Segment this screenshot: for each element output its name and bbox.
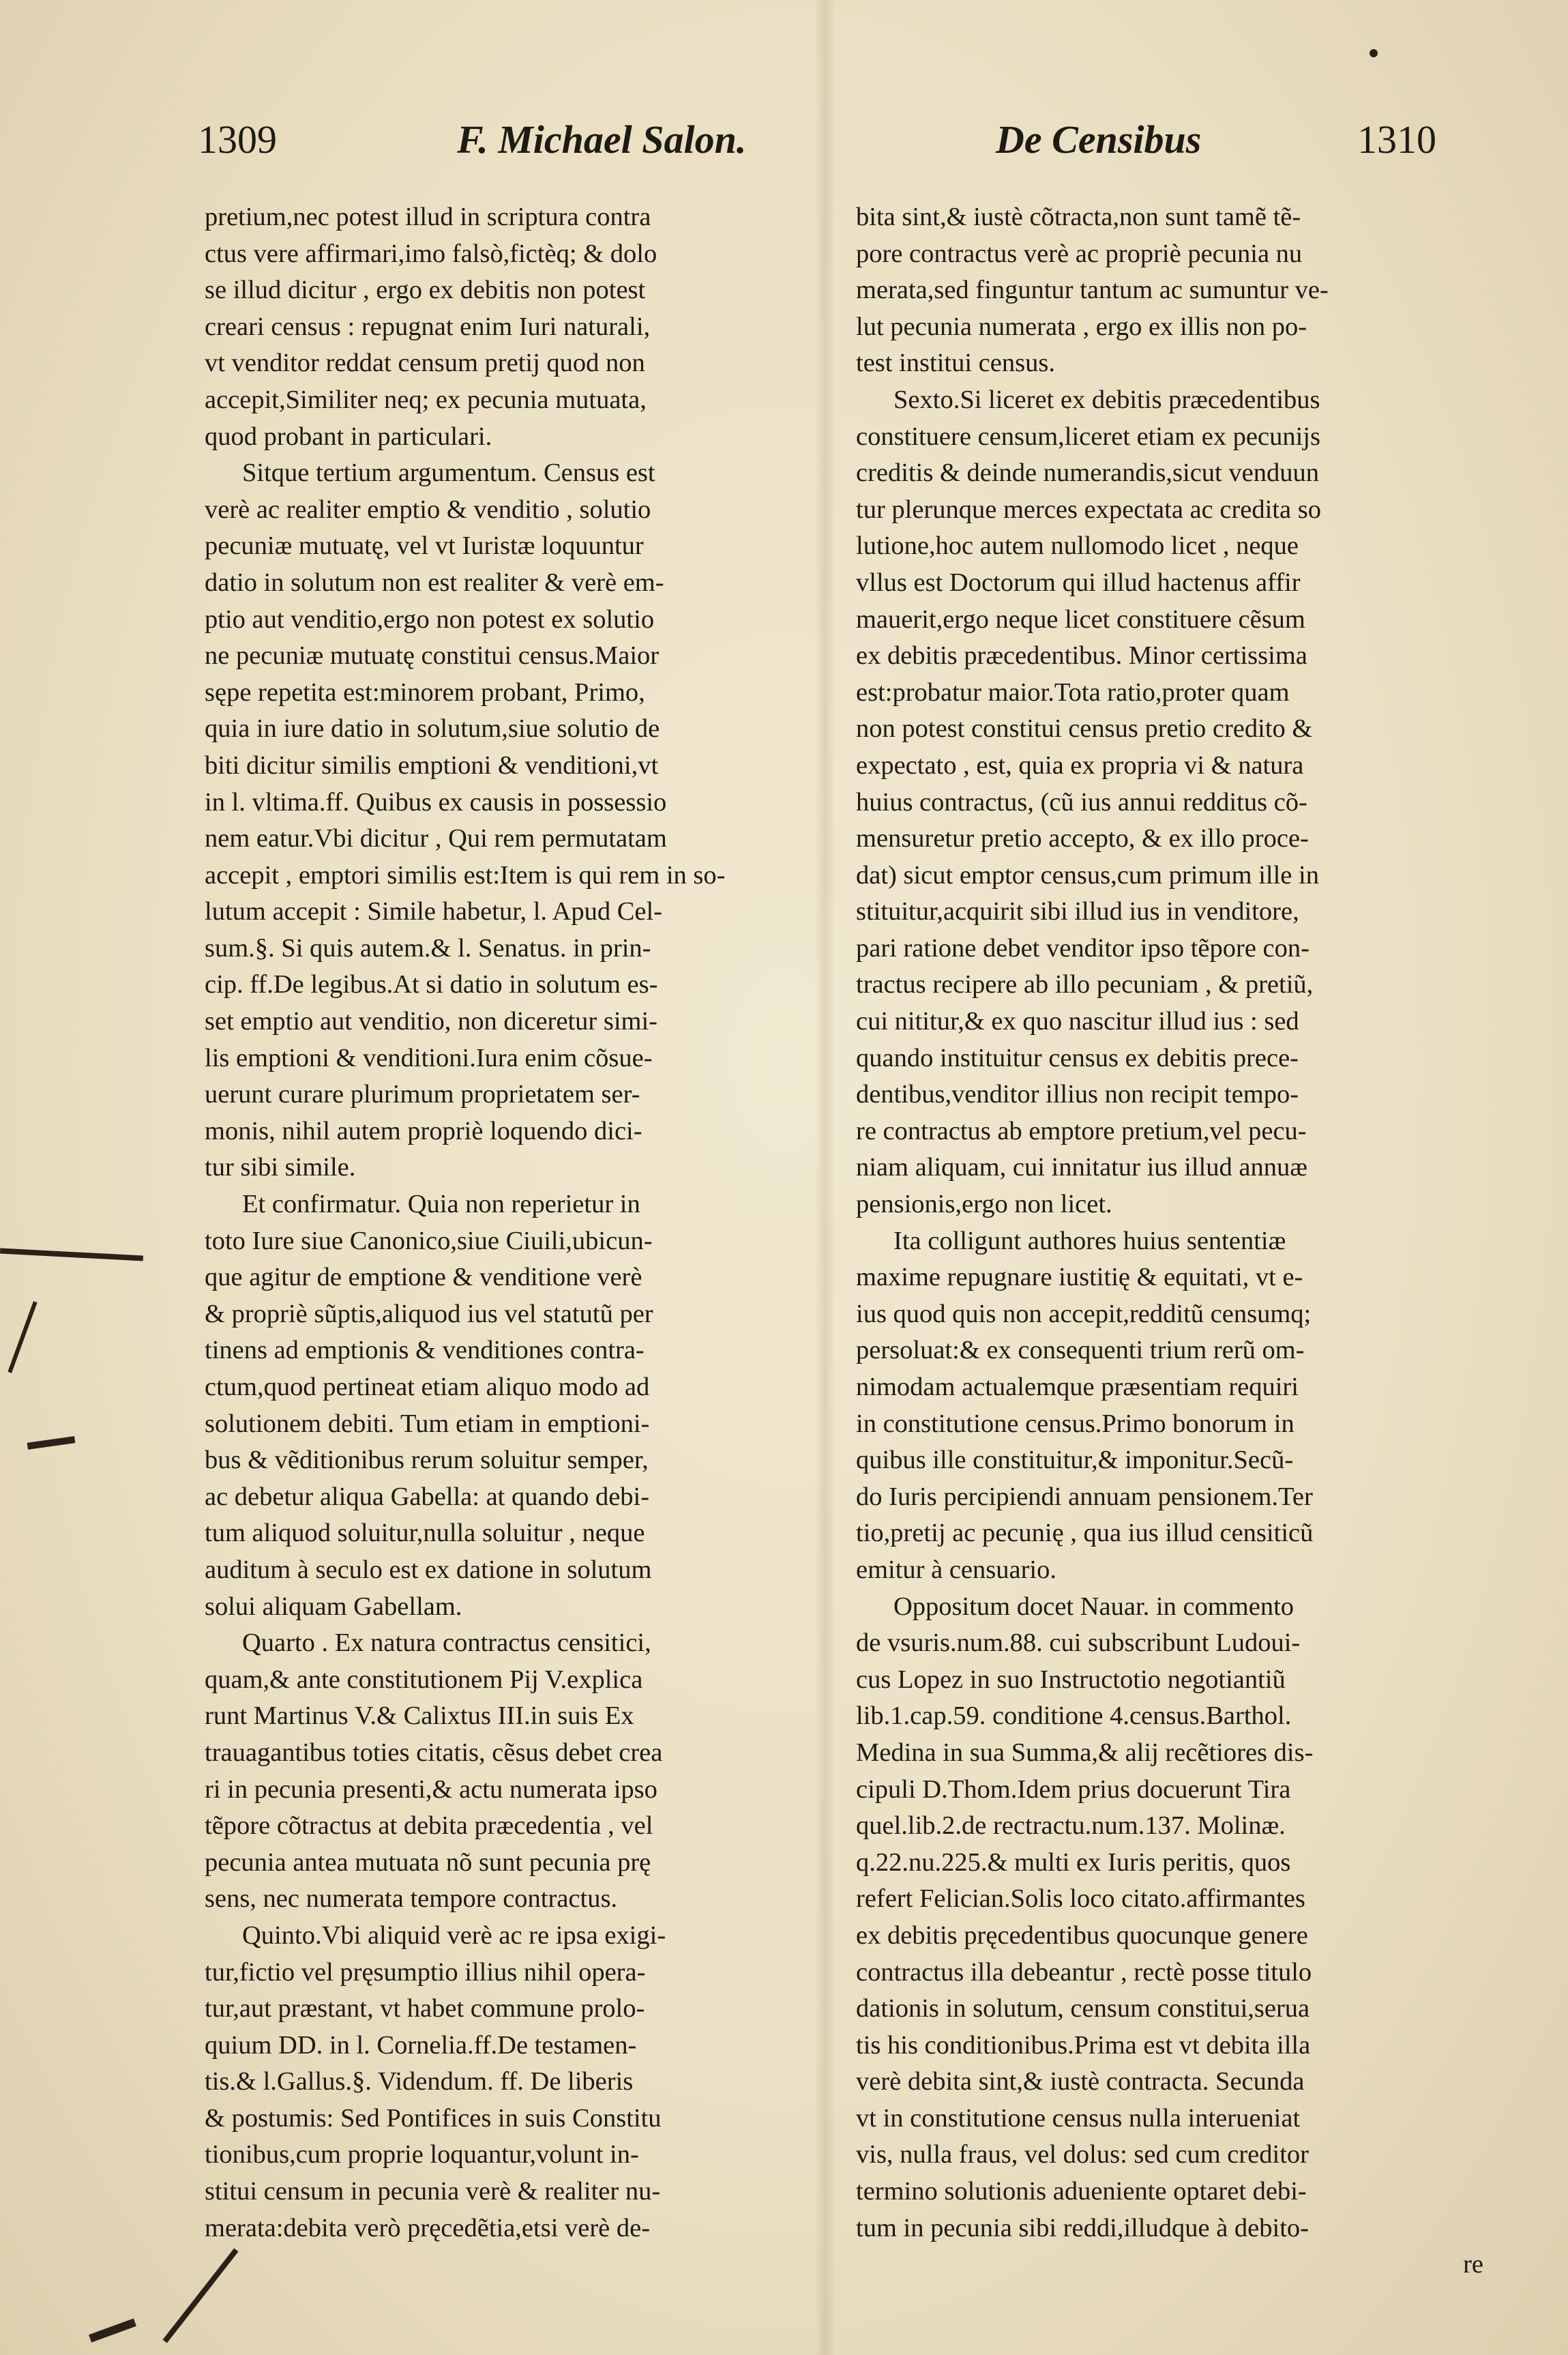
text-line: bus & vẽditionibus rerum soluitur semper,	[205, 1446, 649, 1475]
text-line: cui nititur,& ex quo nascitur illud ius : sed	[856, 1007, 1299, 1036]
text-line: creari census : repugnat enim Iuri naturali,	[205, 312, 651, 341]
text-line: se illud dicitur , ergo ex debitis non potest	[205, 276, 646, 305]
margin-ink-mark	[163, 2249, 239, 2343]
text-line: in constitutione census.Primo bonorum in	[856, 1409, 1295, 1438]
text-line: ctum,quod pertineat etiam aliquo modo ad	[205, 1373, 650, 1401]
folio-number-right: 1310	[1357, 117, 1436, 162]
text-line: quibus ille constituitur,& imponitur.Secũ-	[856, 1446, 1294, 1475]
margin-ink-mark	[89, 2318, 136, 2342]
text-line: lis emptioni & venditioni.Iura enim cõsue-	[205, 1043, 653, 1072]
text-line: ptio aut venditio,ergo non potest ex solutio	[205, 604, 655, 634]
text-line: Ita colligunt authores huius sententiæ	[893, 1226, 1286, 1255]
text-line: expectato , est, quia ex propria vi & natura	[856, 750, 1304, 780]
text-line: ac debetur aliqua Gabella: at quando debi-	[205, 1482, 650, 1511]
text-line: tionibus,cum proprie loquantur,volunt in-	[205, 2140, 639, 2169]
text-line: quia in iure datio in solutum,siue solutio de	[205, 714, 660, 744]
text-line: runt Martinus V.& Calixtus III.in suis Ex	[205, 1701, 634, 1731]
running-head-title: De Censibus	[996, 117, 1202, 162]
text-line: tur,fictio vel pręsumptio illius nihil opera-	[205, 1957, 646, 1987]
text-line: quod probant in particulari.	[205, 422, 492, 451]
text-line: contractus illa debeantur , rectè posse titulo	[856, 1957, 1312, 1987]
text-line: refert Felician.Solis loco citato.affirmantes	[856, 1884, 1305, 1914]
text-line: Sitque tertium argumentum. Census est	[242, 458, 655, 488]
text-line: merata:debita verò pręcedẽtia,etsi verè de-	[205, 2213, 651, 2242]
text-line: persoluat:& ex consequenti trium rerũ om-	[856, 1336, 1305, 1365]
text-line: cus Lopez in suo Instructotio negotiantiũ	[856, 1665, 1286, 1694]
text-line: non potest constitui census pretio credito &	[856, 714, 1313, 744]
text-line: nem eatur.Vbi dicitur , Qui rem permutatam	[205, 824, 667, 853]
folio-number-left: 1309	[198, 117, 277, 162]
text-line: in l. vltima.ff. Quibus ex causis in possessio	[205, 787, 667, 817]
text-line: biti dicitur similis emptioni & venditioni,vt	[205, 750, 659, 780]
text-line: termino solutionis adueniente optaret debi-	[856, 2177, 1307, 2206]
text-line: tio,pretij ac pecunię , qua ius illud censiticũ	[856, 1519, 1314, 1548]
text-line: ex debitis præcedentibus. Minor certissima	[856, 641, 1307, 671]
text-line: de vsuris.num.88. cui subscribunt Ludoui-	[856, 1628, 1301, 1658]
text-line: nimodam actualemque præsentiam requiri	[856, 1373, 1299, 1401]
text-line: mauerit,ergo neque licet constituere cẽsum	[856, 604, 1305, 634]
text-line: merata,sed finguntur tantum ac sumuntur ve-	[856, 276, 1329, 305]
text-line: pensionis,ergo non licet.	[856, 1190, 1112, 1219]
text-line: cip. ff.De legibus.At si datio in solutum es-	[205, 970, 658, 999]
text-line: dationis in solutum, censum constitui,serua	[856, 1994, 1310, 2023]
text-line: sum.§. Si quis autem.& l. Senatus. in prin-	[205, 933, 651, 963]
text-line: que agitur de emptione & venditione verè	[205, 1263, 642, 1292]
text-line: tis his conditionibus.Prima est vt debita illa	[856, 2030, 1311, 2060]
text-line: bita sint,& iustè cõtracta,non sunt tamẽ tẽ-	[856, 203, 1301, 231]
text-line: huius contractus, (cũ ius annui redditus cõ-	[856, 787, 1307, 817]
text-line: vt venditor reddat censum pretij quod non	[205, 349, 645, 378]
text-line: stitui censum in pecunia verè & realiter nu-	[205, 2177, 661, 2206]
text-line: Medina in sua Summa,& alij recẽtiores dis-	[856, 1738, 1314, 1767]
text-line: maxime repugnare iustitię & equitati, vt e-	[856, 1263, 1303, 1292]
text-line: pari ratione debet venditor ipso tẽpore con-	[856, 933, 1310, 963]
text-line: trauagantibus toties citatis, cẽsus debet crea	[205, 1738, 663, 1767]
text-line: solui aliquam Gabellam.	[205, 1592, 462, 1621]
text-column-right	[856, 199, 1483, 2283]
text-line: creditis & deinde numerandis,sicut venduun	[856, 458, 1319, 488]
text-line: tractus recipere ab illo pecuniam , & pretiũ,	[856, 970, 1314, 999]
text-line: Et confirmatur. Quia non reperietur in	[242, 1190, 640, 1219]
text-line: Sexto.Si liceret ex debitis præcedentibus	[893, 385, 1320, 414]
text-line: est:probatur maior.Tota ratio,proter quam	[856, 677, 1290, 707]
text-line: tur sibi simile.	[205, 1153, 356, 1182]
text-line: pecuniæ mutuatę, vel vt Iuristæ loquuntur	[205, 531, 644, 561]
text-line: set emptio aut venditio, non diceretur simi-	[205, 1007, 657, 1036]
text-line: lut pecunia numerata , ergo ex illis non po-	[856, 312, 1307, 341]
margin-ink-mark	[1370, 49, 1378, 57]
text-line: quium DD. in l. Cornelia.ff.De testamen-	[205, 2030, 637, 2060]
text-line: auditum à seculo est ex datione in solutum	[205, 1555, 652, 1584]
text-line: constituere censum,liceret etiam ex pecunijs	[856, 422, 1320, 451]
text-line: test institui census.	[856, 349, 1055, 378]
text-line: lib.1.cap.59. conditione 4.census.Barthol.	[856, 1701, 1292, 1731]
text-line: cipuli D.Thom.Idem prius docuerunt Tira	[856, 1774, 1291, 1804]
text-line: solutionem debiti. Tum etiam in emptioni-	[205, 1409, 650, 1438]
running-head-author: F. Michael Salon.	[457, 117, 747, 162]
text-line: vis, nulla fraus, vel dolus: sed cum creditor	[856, 2140, 1309, 2169]
text-line: verè debita sint,& iustè contracta. Secunda	[856, 2067, 1305, 2096]
text-line: & postumis: Sed Pontifices in suis Constitu	[205, 2103, 662, 2133]
text-line: accepit,Similiter neq; ex pecunia mutuata,	[205, 385, 647, 414]
text-line: niam aliquam, cui innitatur ius illud annuæ	[856, 1153, 1307, 1182]
text-line: quel.lib.2.de rectractu.num.137. Molinæ.	[856, 1811, 1286, 1841]
text-line: ex debitis pręcedentibus quocunque genere	[856, 1920, 1308, 1950]
text-line: tẽpore cõtractus at debita præcedentia , vel	[205, 1811, 653, 1841]
text-line: Quarto . Ex natura contractus censitici,	[242, 1628, 651, 1658]
text-line: vllus est Doctorum qui illud hactenus affir	[856, 568, 1301, 597]
text-line: emitur à censuario.	[856, 1555, 1056, 1584]
margin-ink-mark	[8, 1301, 37, 1373]
text-line: sens, nec numerata tempore contractus.	[205, 1884, 618, 1914]
text-line: uerunt curare plurimum proprietatem ser-	[205, 1080, 640, 1109]
text-line: pecunia antea mutuata nõ sunt pecunia prę	[205, 1847, 651, 1877]
text-line: ius quod quis non accepit,redditũ censumq;	[856, 1299, 1312, 1328]
text-line: pore contractus verè ac propriè pecunia nu	[856, 239, 1303, 268]
text-line: tur plerunque merces expectata ac credita so	[856, 495, 1321, 524]
text-line: toto Iure siue Canonico,siue Ciuili,ubicun-	[205, 1226, 653, 1255]
margin-ink-mark	[0, 1248, 143, 1261]
text-line: tinens ad emptionis & venditiones contra-	[205, 1336, 645, 1365]
text-line: tis.& l.Gallus.§. Videndum. ff. De liberis	[205, 2067, 634, 2096]
text-line: re	[1463, 2250, 1483, 2279]
text-line: ne pecuniæ mutuatę constitui census.Maior	[205, 641, 660, 671]
text-line: ri in pecunia presenti,& actu numerata ipso	[205, 1774, 657, 1804]
text-line: & propriè sũptis,aliquod ius vel statutũ per	[205, 1299, 653, 1328]
text-line: tur,aut præstant, vt habet commune prolo-	[205, 1994, 645, 2023]
text-line: ctus vere affirmari,imo falsò,fictèq; & dolo	[205, 239, 657, 268]
text-line: lutum accepit : Simile habetur, l. Apud Cel-	[205, 897, 663, 926]
text-column-left	[205, 199, 832, 2247]
text-line: stituitur,acquirit sibi illud ius in venditore,	[856, 897, 1299, 926]
text-line: dentibus,venditor illius non recipit tempo-	[856, 1080, 1299, 1109]
text-line: sępe repetita est:minorem probant, Primo,	[205, 677, 645, 707]
text-line: do Iuris percipiendi annuam pensionem.Ter	[856, 1482, 1313, 1511]
text-line: mensuretur pretio accepto, & ex illo proce-	[856, 824, 1309, 853]
text-line: Quinto.Vbi aliquid verè ac re ipsa exigi-	[242, 1920, 666, 1950]
text-line: quam,& ante constitutionem Pij V.explica	[205, 1665, 643, 1694]
text-line: accepit , emptori similis est:Item is qui rem in so-	[205, 860, 726, 890]
text-line: quando instituitur census ex debitis prece-	[856, 1043, 1299, 1072]
text-line: Oppositum docet Nauar. in commento	[893, 1592, 1295, 1621]
text-line: monis, nihil autem propriè loquendo dici-	[205, 1116, 642, 1145]
text-line: q.22.nu.225.& multi ex Iuris peritis, quos	[856, 1847, 1291, 1877]
text-line: lutione,hoc autem nullomodo licet , neque	[856, 531, 1299, 561]
text-line: tum aliquod soluitur,nulla soluitur , neque	[205, 1519, 645, 1548]
margin-ink-mark	[27, 1436, 76, 1450]
text-line: vt in constitutione census nulla interueniat	[856, 2103, 1301, 2133]
text-line: datio in solutum non est realiter & verè em-	[205, 568, 664, 597]
text-line: verè ac realiter emptio & venditio , solutio	[205, 495, 651, 524]
text-line: tum in pecunia sibi reddi,illudque à debito-	[856, 2213, 1309, 2242]
text-line: re contractus ab emptore pretium,vel pecu-	[856, 1116, 1307, 1145]
text-line: pretium,nec potest illud in scriptura contra	[205, 203, 651, 231]
text-line: dat) sicut emptor census,cum primum ille in	[856, 860, 1319, 890]
